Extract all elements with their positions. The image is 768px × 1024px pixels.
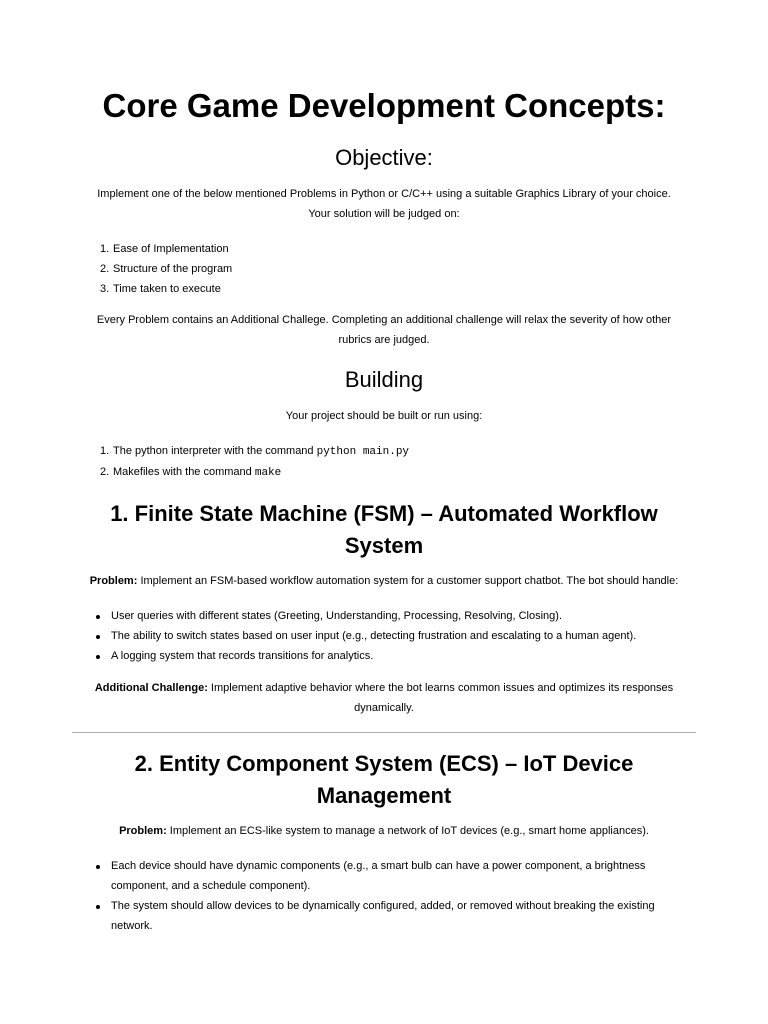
problem-label: Problem: — [89, 575, 138, 587]
criteria-list — [85, 239, 685, 299]
problem-1-title-line-1: 1. Finite State Machine (FSM) – Automated Workflow — [110, 501, 658, 526]
building-heading: Building — [344, 367, 424, 392]
problem-2-statement: Problem: Implement an ECS-like system to manage a network of IoT devices (e.g., smart home appliances). — [119, 825, 649, 837]
problem-1-statement: Problem: Implement an FSM-based workflow automation system for a customer support chatbot. The bot should handle: — [89, 575, 679, 587]
problem-2-bullet-list — [73, 856, 713, 936]
objective-text-line-2: Your solution will be judged on: — [308, 208, 460, 220]
command-code: make — [254, 467, 282, 479]
list-item: The ability to switch states based on user input (e.g., detecting frustration and escalating to a human agent). — [73, 626, 713, 646]
problem-2-title-line-2: Management — [316, 783, 452, 808]
bullet-icon — [96, 905, 100, 909]
objective-text-line-1: Implement one of the below mentioned Problems in Python or C/C++ using a suitable Graphics Library of your choice. — [97, 188, 671, 200]
bullet-icon — [96, 615, 100, 619]
problem-label: Problem: — [119, 825, 167, 837]
list-item: 2. Makefiles with the command make — [100, 466, 282, 479]
build-commands-list — [85, 441, 685, 483]
bullet-icon — [96, 635, 100, 639]
challenge-note-line-2: rubrics are judged. — [338, 334, 430, 346]
list-item: A logging system that records transitions for analytics. — [73, 646, 713, 666]
problem-1-title-line-2: System — [344, 533, 424, 558]
list-item: User queries with different states (Greeting, Understanding, Processing, Resolving, Closing). — [73, 606, 713, 626]
section-divider — [72, 732, 696, 733]
page-title: Core Game Development Concepts: — [102, 87, 666, 124]
objective-heading: Objective: — [335, 145, 433, 170]
bullet-icon — [96, 865, 100, 869]
problem-1-bullet-list — [73, 606, 713, 666]
list-item: 1. The python interpreter with the command python main.py — [100, 445, 410, 458]
list-item: The system should allow devices to be dynamically configured, added, or removed without breaking the existing network. — [73, 896, 713, 936]
challenge-label: Additional Challenge: — [94, 682, 208, 694]
list-item: 1. Ease of Implementation — [100, 243, 229, 255]
list-item: Each device should have dynamic components (e.g., a smart bulb can have a power component, a brightness component, and a schedule component). — [73, 856, 713, 896]
problem-2-title-line-1: 2. Entity Component System (ECS) – IoT Device — [134, 751, 634, 776]
problem-1-challenge-line-2: dynamically. — [354, 702, 414, 714]
challenge-note-line-1: Every Problem contains an Additional Challege. Completing an additional challenge will relax the severity of how other — [96, 314, 672, 326]
command-code: python main.py — [316, 446, 410, 458]
list-item: 3. Time taken to execute — [100, 283, 221, 295]
list-item: 2. Structure of the program — [100, 263, 233, 275]
building-text: Your project should be built or run using: — [285, 410, 483, 422]
bullet-icon — [96, 655, 100, 659]
problem-1-challenge-line-1: Additional Challenge: Implement adaptive behavior where the bot learns common issues and optimizes its responses — [94, 682, 674, 694]
